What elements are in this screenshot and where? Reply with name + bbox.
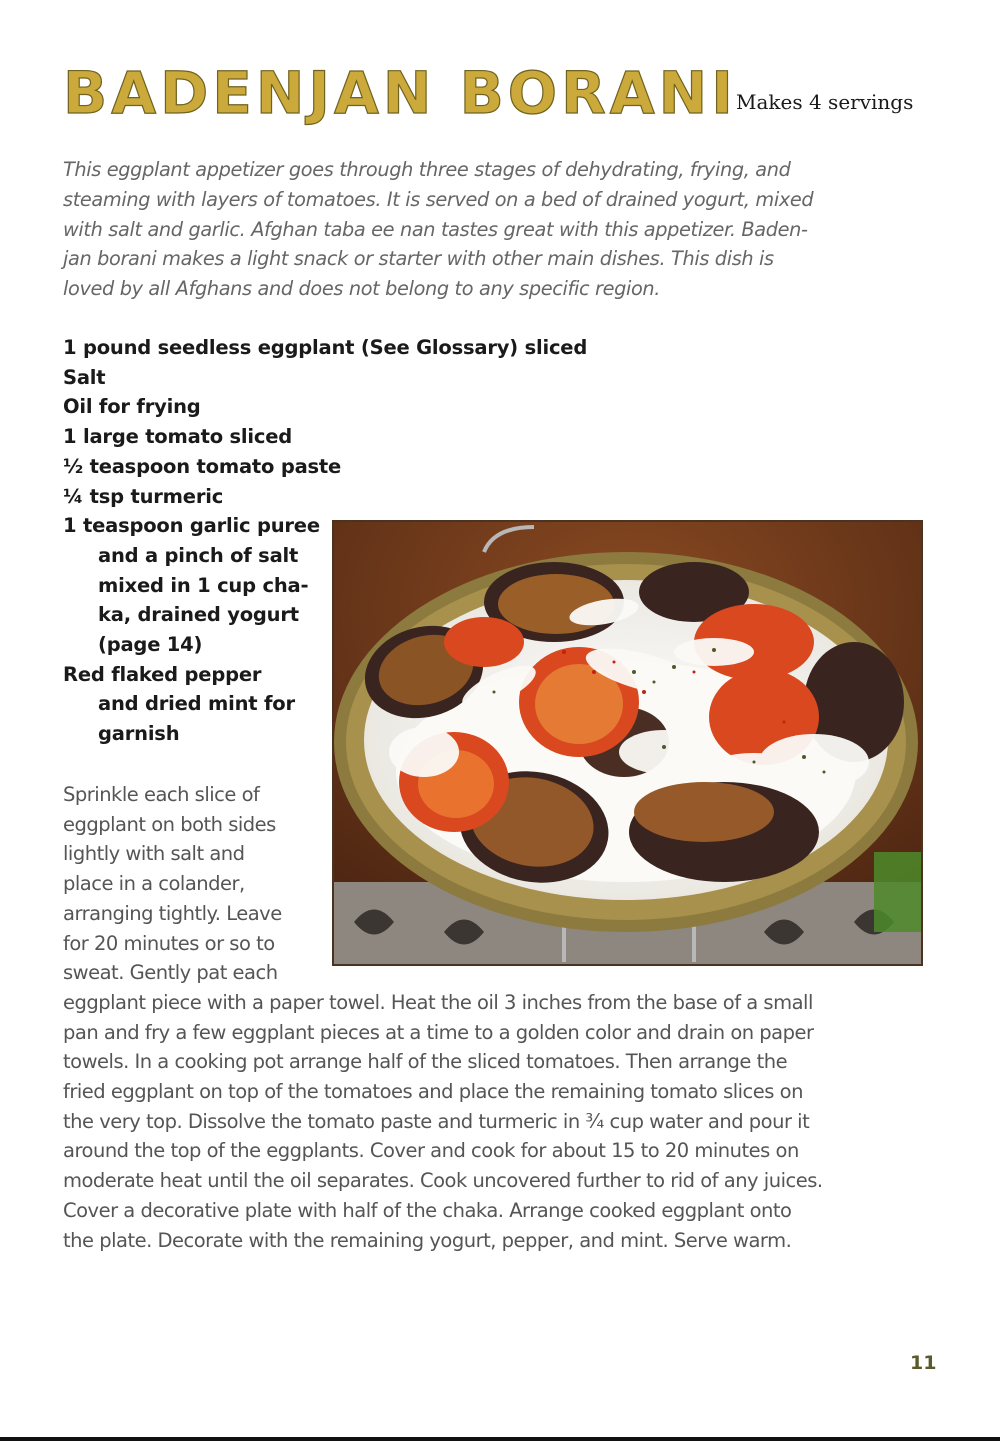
servings-label: Makes 4 servings [736, 90, 914, 114]
method-line: moderate heat until the oil separates. Cook uncovered further to rid of any juices. [63, 1169, 823, 1193]
ingredient-item [63, 363, 587, 393]
intro-line: steaming with layers of tomatoes. It is served on a bed of drained yogurt, mixed [63, 187, 814, 211]
method-line: fried eggplant on top of the tomatoes and place the remaining tomato slices on [63, 1080, 803, 1104]
ingredient-line: Red flaked pepper [63, 662, 262, 686]
ingredient-item [63, 392, 587, 422]
ingredient-line: Salt [63, 365, 106, 389]
intro-line: loved by all Afghans and does not belong to any specific region. [63, 277, 661, 301]
ingredient-line: 1 pound seedless eggplant (See Glossary) sliced [63, 336, 588, 359]
method-line: sweat. Gently pat each [63, 961, 278, 985]
ingredient-line: (page 14) [98, 633, 203, 657]
intro-line: This eggplant appetizer goes through three stages of dehydrating, frying, and [63, 158, 791, 181]
ingredient-line: ¼ tsp turmeric [63, 484, 224, 508]
method-line: place in a colander, [63, 872, 245, 896]
title-row [63, 59, 943, 127]
ingredient-line: mixed in 1 cup cha- [98, 573, 309, 597]
method-line: lightly with salt and [63, 842, 245, 866]
recipe-title: BADENJAN BORANI [63, 59, 737, 127]
ingredient-line: and dried mint for [98, 692, 295, 716]
intro-line: jan borani makes a light snack or starter with other main dishes. This dish is [63, 247, 774, 271]
method-line: Cover a decorative plate with half of the chaka. Arrange cooked eggplant onto [63, 1198, 792, 1222]
ingredient-item [63, 482, 587, 512]
ingredient-line: Oil for frying [63, 395, 201, 419]
page-number: 11 [910, 1352, 937, 1374]
recipe-intro [63, 155, 943, 304]
method-line: for 20 minutes or so to [63, 931, 275, 955]
method-line: the plate. Decorate with the remaining yogurt, pepper, and mint. Serve warm. [63, 1228, 792, 1252]
intro-line: with salt and garlic. Afghan taba ee nan tastes great with this appetizer. Baden- [63, 217, 808, 241]
ingredient-line: 1 large tomato sliced [63, 425, 293, 449]
ingredient-line: ka, drained yogurt [98, 603, 299, 627]
method-line: arranging tightly. Leave [63, 901, 282, 925]
ingredient-item [63, 333, 587, 363]
method-line: Sprinkle each slice of [63, 783, 260, 806]
page-bottom-edge [0, 1437, 1000, 1441]
recipe-method [63, 780, 943, 1255]
ingredient-line: ½ teaspoon tomato paste [63, 454, 342, 478]
ingredient-line: 1 teaspoon garlic puree [63, 514, 320, 538]
ingredient-line: and a pinch of salt [98, 543, 299, 567]
method-line: around the top of the eggplants. Cover and cook for about 15 to 20 minutes on [63, 1139, 799, 1163]
method-line: the very top. Dissolve the tomato paste and turmeric in ¾ cup water and pour it [63, 1109, 810, 1133]
method-line: towels. In a cooking pot arrange half of the sliced tomatoes. Then arrange the [63, 1050, 788, 1074]
method-line: eggplant on both sides [63, 812, 276, 836]
method-line: pan and fry a few eggplant pieces at a time to a golden color and drain on paper [63, 1020, 814, 1044]
ingredient-item [63, 422, 587, 452]
method-line: eggplant piece with a paper towel. Heat the oil 3 inches from the base of a small [63, 990, 813, 1014]
ingredient-line: garnish [98, 722, 180, 746]
ingredient-item [63, 452, 587, 482]
